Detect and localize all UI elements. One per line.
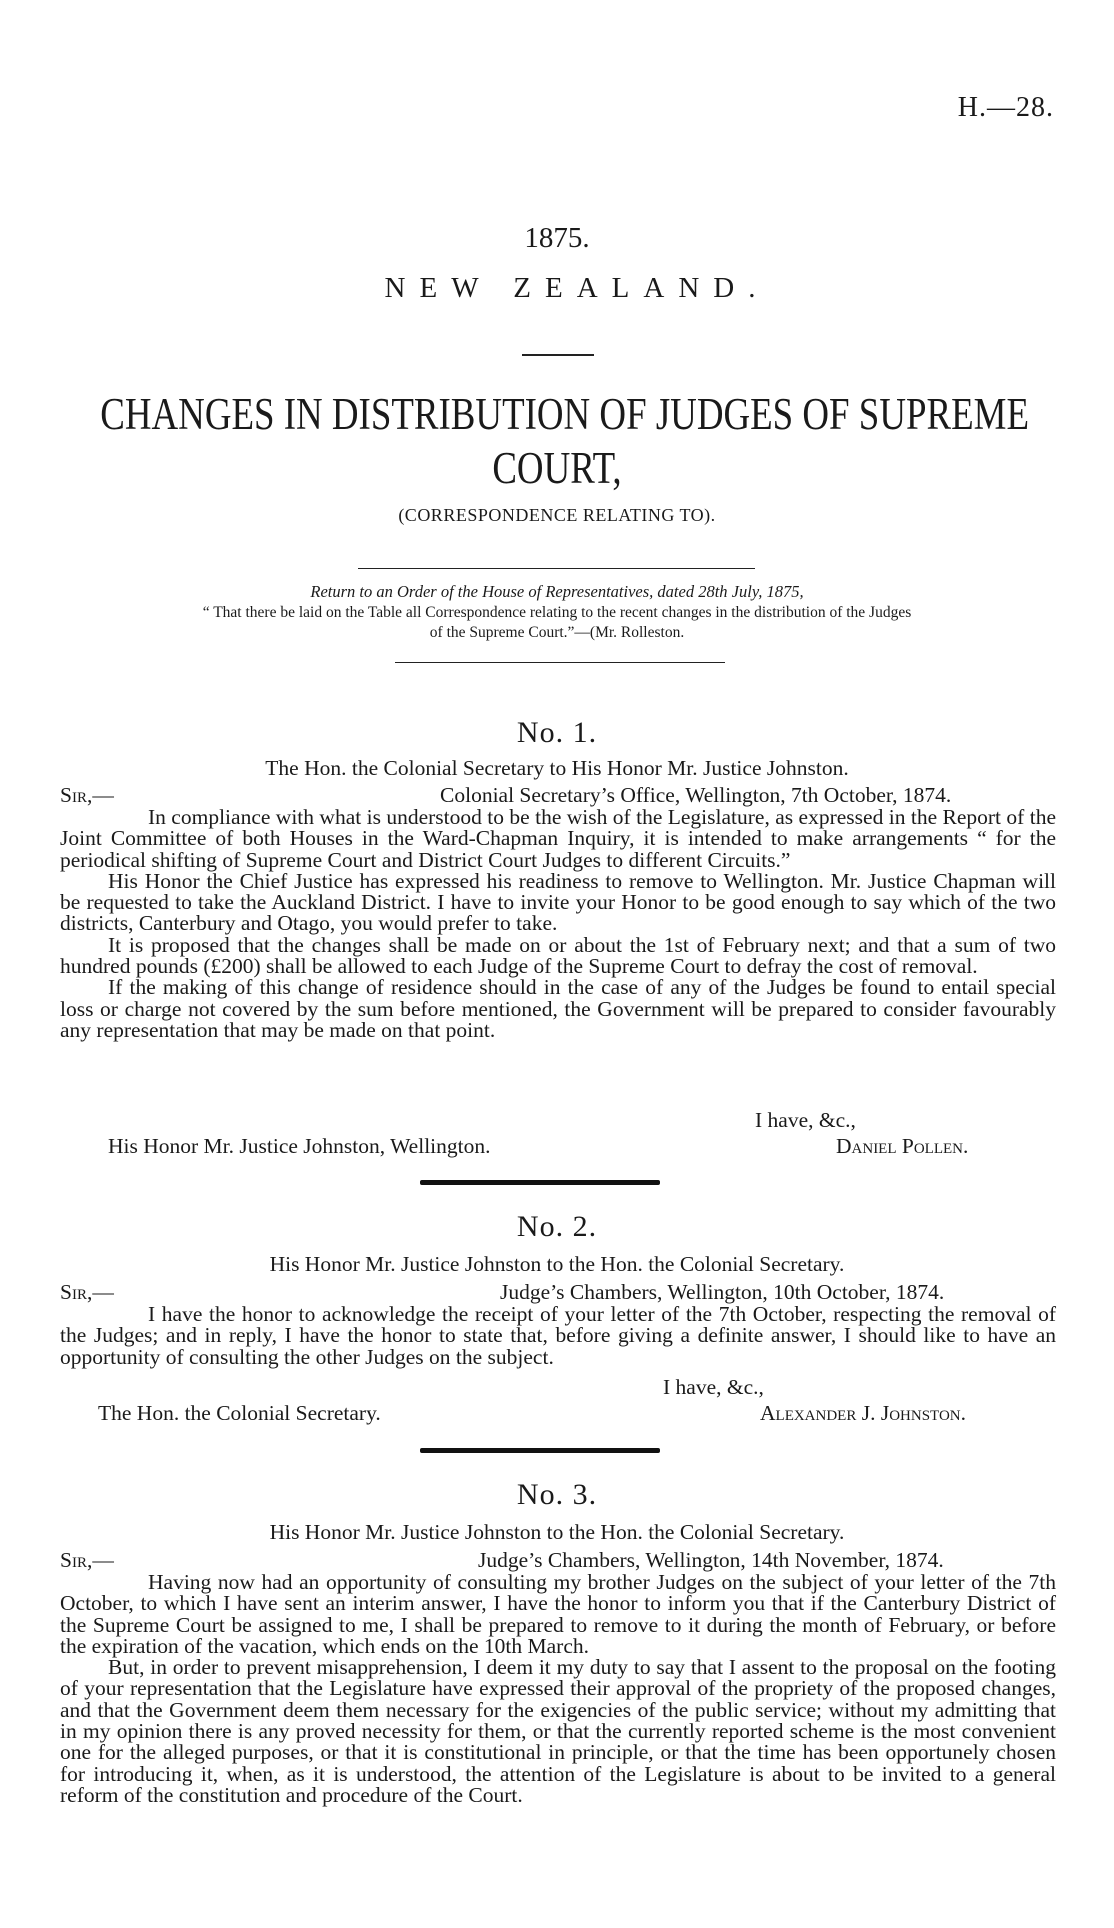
year: 1875.	[524, 222, 590, 254]
title-line-2: COURT,	[492, 443, 622, 493]
letter-3-paragraph-2: But, in order to prevent misapprehension, I deem it my duty to say that I assent to the proposal on the footing of your representation that the Legislature have expressed their approval of the propriety of the proposed changes, and that the Government deem them necessary for the exigencies of the public service; without my admitting that in my opinion there is any proved necessity for them, or that the currently reported scheme is the most convenient one for the alleged purposes, or that it is constitutional in principle, or that the time has been opportunely chosen for introducing it, when, as it is understood, the attention of the Legislature is about to be invited to a general reform of the constitution and procedure of the Court.	[60, 1655, 1056, 1807]
return-order-line3: of the Supreme Court.”—(Mr. Rolleston.	[429, 624, 685, 641]
letter-3-heading-text: His Honor Mr. Justice Johnston to the Hon. the Colonial Secretary.	[269, 1520, 845, 1544]
return-order-line1: Return to an Order of the House of Representatives, dated 28th July, 1875,	[310, 582, 804, 601]
letter-1-paragraph-3: It is proposed that the changes shall be made on or about the 1st of February next; and that a sum of two hundred pounds (£200) shall be allowed to each Judge of the Supreme Court to defray the cost of removal.	[60, 932, 1056, 979]
letter-3-salutation: Sir,—	[60, 1548, 114, 1572]
letter-2-dateline: Judge’s Chambers, Wellington, 10th October, 1874.	[500, 1280, 945, 1304]
letter-1-addressee: His Honor Mr. Justice Johnston, Wellington.	[108, 1134, 491, 1158]
letter-1-signature: Daniel Pollen.	[836, 1134, 969, 1158]
letter-3-paragraph-1: Having now had an opportunity of consulting my brother Judges on the subject of your letter of the 7th October, to which I have sent an interim answer, I have the honor to inform you that if the Canterbury District of the Supreme Court be assigned to me, I shall be prepared to remove to it during the month of February, or before the expiration of the vacation, which ends on the 10th March.	[60, 1570, 1056, 1658]
letter-3-number: No. 3.	[516, 1478, 598, 1511]
letter-3-heading	[0, 1520, 1114, 1545]
letter-1-heading	[0, 756, 1114, 781]
letter-3-body	[60, 1572, 1056, 1806]
subtitle: (CORRESPONDENCE RELATING TO).	[398, 505, 716, 525]
letter-2-addressee: The Hon. the Colonial Secretary.	[98, 1401, 381, 1425]
divider-1	[420, 1180, 660, 1185]
letter-1-closing: I have, &c.,	[755, 1108, 856, 1132]
letter-1-body	[60, 807, 1056, 1041]
rule-below-return	[395, 662, 725, 663]
short-rule	[522, 354, 594, 356]
return-order-line2: “ That there be laid on the Table all Correspondence relating to the recent changes in the distribution of the Judges	[202, 604, 912, 621]
letter-2-paragraph-1: I have the honor to acknowledge the receipt of your letter of the 7th October, respecting the removal of the Judges; and in reply, I have the honor to state that, before giving a definite answer, I should like to have an opportunity of consulting the other Judges on the subject.	[60, 1302, 1056, 1369]
letter-2-heading-text: His Honor Mr. Justice Johnston to the Hon. the Colonial Secretary.	[269, 1252, 845, 1276]
letter-2-closing: I have, &c.,	[663, 1375, 764, 1399]
divider-2	[420, 1448, 660, 1453]
letter-2-heading	[0, 1252, 1114, 1277]
letter-2-signature: Alexander J. Johnston.	[760, 1401, 966, 1425]
page-reference: H.—28.	[957, 92, 1054, 123]
title-line-1: CHANGES IN DISTRIBUTION OF JUDGES OF SUPREME	[100, 389, 1029, 439]
letter-3-dateline: Judge’s Chambers, Wellington, 14th November, 1874.	[478, 1548, 944, 1572]
letter-1-dateline: Colonial Secretary’s Office, Wellington, 7th October, 1874.	[440, 783, 952, 807]
letter-1-heading-text: The Hon. the Colonial Secretary to His Honor Mr. Justice Johnston.	[265, 756, 849, 780]
letter-1-number: No. 1.	[516, 716, 598, 749]
letter-2-body	[60, 1304, 1056, 1368]
country: NEW ZEALAND.	[384, 272, 770, 304]
letter-1-paragraph-1: In compliance with what is understood to be the wish of the Legislature, as expressed in the Report of the Joint Committee of both Houses in the Ward-Chapman Inquiry, it is intended to make arrangements “ for the periodical shifting of Supreme Court and District Court Judges to different Circuits.”	[60, 805, 1056, 872]
letter-1-paragraph-2: His Honor the Chief Justice has expressed his readiness to remove to Wellington. Mr. Justice Chapman will be requested to take the Auckland District. I have to invite your Honor to be good enough to say which of the two districts, Canterbury and Otago, you would prefer to take.	[60, 868, 1056, 936]
letter-1-paragraph-4: If the making of this change of residence should in the case of any of the Judges be found to entail special loss or charge not covered by the sum before mentioned, the Government will be prepared to consider favourably any representation that may be made on that point.	[60, 975, 1056, 1042]
letter-2-number: No. 2.	[516, 1210, 598, 1243]
rule-above-return	[358, 568, 755, 569]
letter-1-salutation: Sir,—	[60, 783, 114, 807]
letter-2-salutation: Sir,—	[60, 1280, 114, 1304]
